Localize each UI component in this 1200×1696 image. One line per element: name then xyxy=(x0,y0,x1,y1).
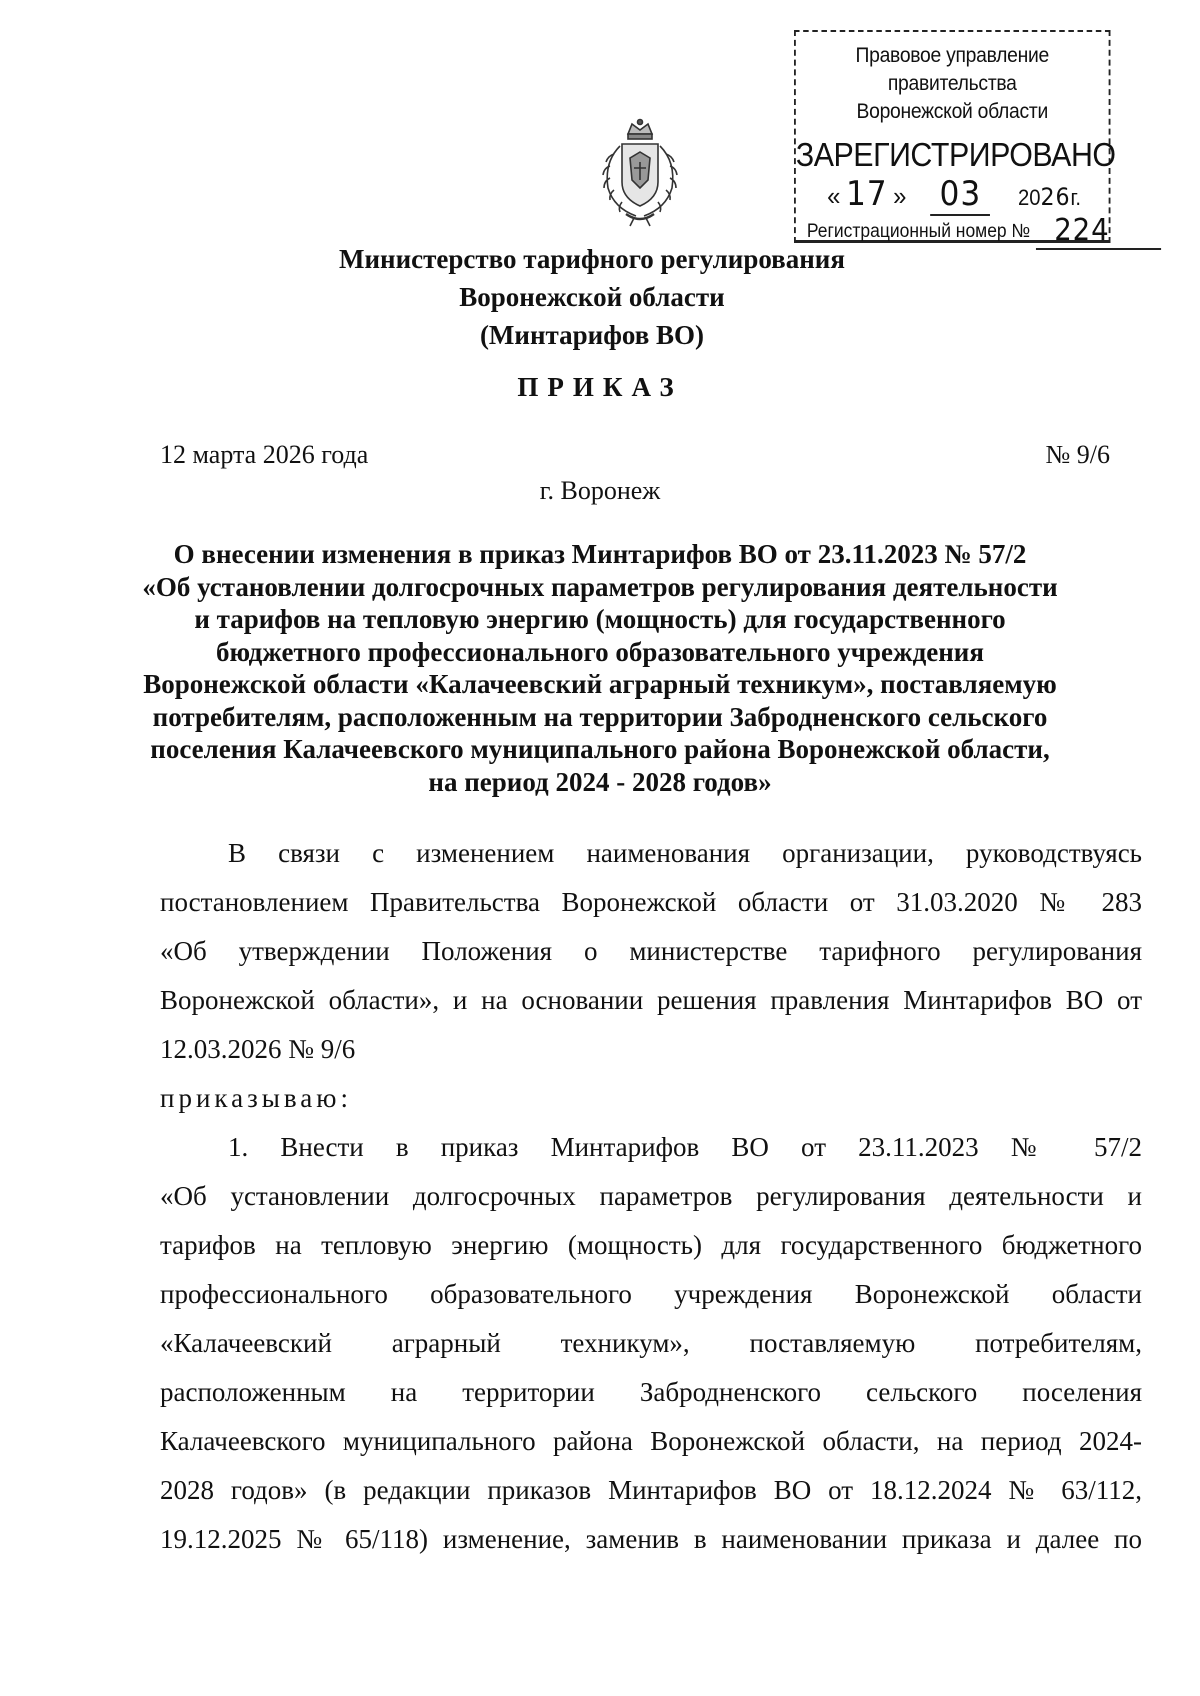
ministry-name xyxy=(0,240,1192,354)
body-line: Калачеевского муниципального района Воронежской области, на период 2024- xyxy=(160,1426,1142,1456)
body-line: Воронежской области», и на основании решения правления Минтарифов ВО от xyxy=(160,985,1142,1015)
title-line: О внесении изменения в приказ Минтарифов ВО от 23.11.2023 № 57/2 xyxy=(173,539,1027,569)
stamp-organization xyxy=(796,42,1109,126)
body-line: 1. Внести в приказ Минтарифов ВО от 23.11.2023 № 57/2 xyxy=(228,1132,1142,1162)
title-line: бюджетного профессионального образовательного учреждения xyxy=(216,636,984,667)
body-line: «Калачеевский аграрный техникум», поставляемую потребителям, xyxy=(160,1328,1142,1358)
body-line: постановлением Правительства Воронежской области от 31.03.2020 № 283 xyxy=(160,887,1142,917)
coat-of-arms-icon xyxy=(590,118,690,228)
title-line: «Об установлении долгосрочных параметров регулирования деятельности xyxy=(142,571,1058,602)
ministry-line-1: Министерство тарифного регулирования xyxy=(339,244,845,274)
document-number: № 9/6 xyxy=(1045,440,1110,469)
body-line: «Об установлении долгосрочных параметров регулирования деятельности и xyxy=(160,1181,1142,1211)
document-date: 12 марта 2026 года xyxy=(160,440,369,469)
body-line: расположенным на территории Забродненского сельского поселения xyxy=(160,1377,1142,1407)
stamp-date: « 17 » 03 2026г. xyxy=(827,174,1081,214)
stamp-registered-label: ЗАРЕГИСТРИРОВАНО xyxy=(795,136,1116,173)
stamp-reg-number-label: Регистрационный номер № xyxy=(806,221,1031,242)
stamp-year xyxy=(1018,183,1081,211)
body-line: В связи с изменением наименования организации, руководствуясь xyxy=(228,838,1142,868)
stamp-year-suffix: г. xyxy=(1070,185,1081,210)
title-line: потребителям, расположенным на территории Забродненского сельского xyxy=(152,701,1048,732)
registration-stamp xyxy=(794,30,1116,248)
stamp-day: 17 xyxy=(845,174,888,214)
stamp-org-line-2: Воронежской области xyxy=(856,100,1048,123)
document-city: г. Воронеж xyxy=(539,476,661,505)
title-line: Воронежской области «Калачеевский аграрный техникум», поставляемую xyxy=(143,669,1057,699)
body-line: 19.12.2025 № 65/118) изменение, заменив в наименовании приказа и далее по xyxy=(160,1524,1142,1554)
stamp-reg-number: 224 xyxy=(1036,213,1161,250)
order-verb: приказываю: xyxy=(160,1083,352,1113)
stamp-year-prefix: 20 xyxy=(1017,185,1041,210)
stamp-year-hand: 26 xyxy=(1040,183,1071,211)
document-title xyxy=(0,538,1200,798)
stamp-org-line-1: Правовое управление правительства xyxy=(855,44,1049,95)
ministry-line-3: (Минтарифов ВО) xyxy=(479,320,705,350)
ministry-line-2: Воронежской области xyxy=(459,282,725,312)
title-line: и тарифов на тепловую энергию (мощность) для государственного xyxy=(194,604,1006,634)
body-line: тарифов на тепловую энергию (мощность) для государственного бюджетного xyxy=(160,1230,1142,1260)
stamp-month: 03 xyxy=(930,174,990,216)
title-line: на период 2024 - 2028 годов» xyxy=(428,766,772,797)
body-line: 2028 годов» (в редакции приказов Минтарифов ВО от 18.12.2024 № 63/112, xyxy=(160,1475,1142,1505)
title-line: поселения Калачеевского муниципального района Воронежской области, xyxy=(150,734,1050,764)
document-type: ПРИКАЗ xyxy=(517,372,683,402)
body-line: 12.03.2026 № 9/6 xyxy=(160,1034,356,1064)
body-line: «Об утверждении Положения о министерстве тарифного регулирования xyxy=(160,936,1142,966)
body-line: профессионального образовательного учреждения Воронежской области xyxy=(160,1279,1142,1309)
